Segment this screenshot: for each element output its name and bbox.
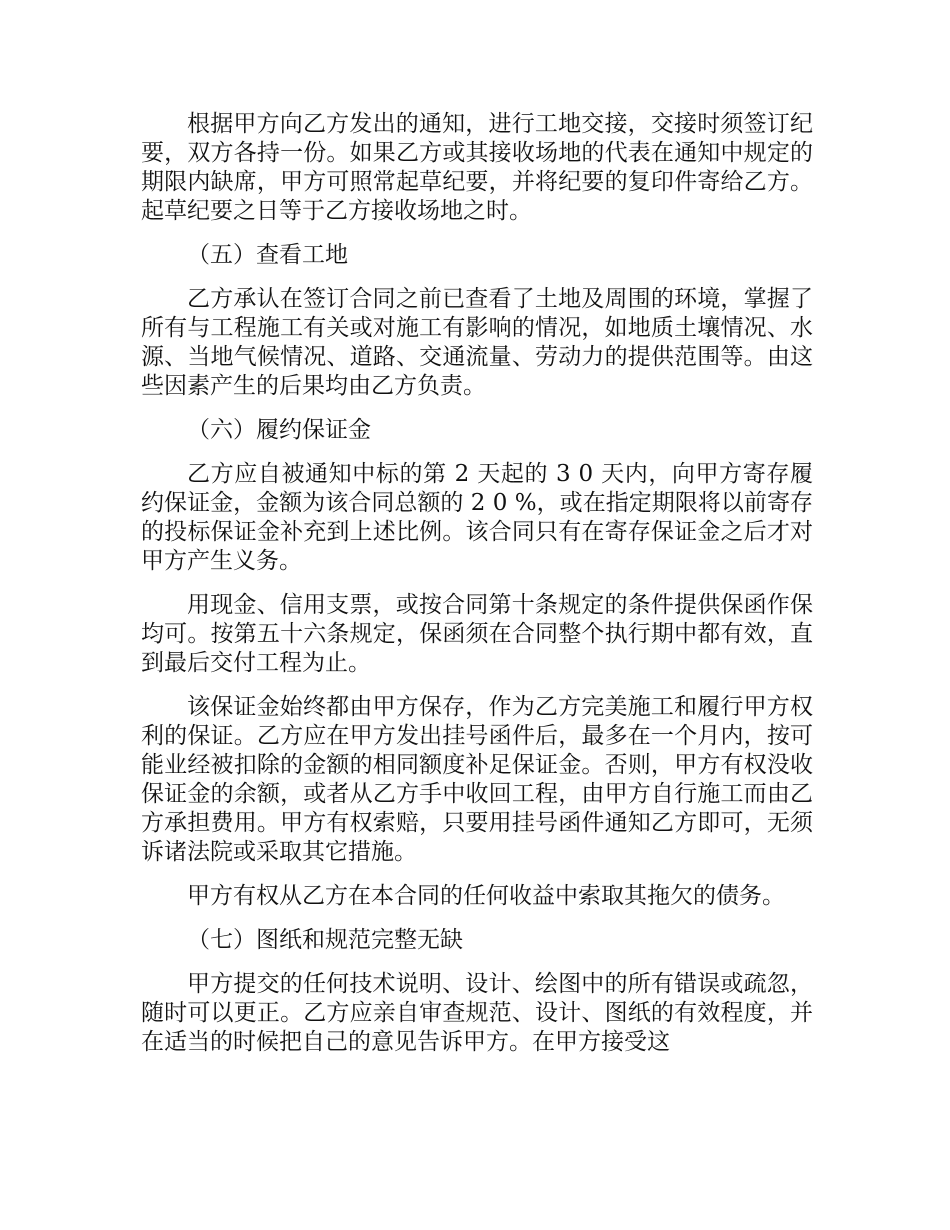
paragraph-bond-forms: 用现金、信用支票，或按合同第十条规定的条件提供保函作保均可。按第五十六条规定，保函须在合同整个执行期中都有效，直到最后交付工程为止。 bbox=[141, 592, 813, 676]
paragraph-site-inspection: 乙方承认在签订合同之前已查看了土地及周围的环境，掌握了所有与工程施工有关或对施工有影响的情况，如地质土壤情况、水源、当地气候情况、道路、交通流量、劳动力的提供范围等。由这些因素产生的后果均由乙方负责。 bbox=[141, 286, 813, 399]
paragraph-drawings-corrections: 甲方提交的任何技术说明、设计、绘图中的所有错误或疏忽，随时可以更正。乙方应亲自审查规范、设计、图纸的有效程度，并在适当的时候把自己的意见告诉甲方。在甲方接受这 bbox=[141, 971, 813, 1055]
section-heading-drawings: （七）图纸和规范完整无缺 bbox=[187, 927, 463, 953]
paragraph-site-handover: 根据甲方向乙方发出的通知，进行工地交接，交接时须签订纪要，双方各持一份。如果乙方或其接收场地的代表在通知中规定的期限内缺席，甲方可照常起草纪要，并将纪要的复印件寄给乙方。起草纪要之日等于乙方接收场地之时。 bbox=[141, 111, 813, 224]
paragraph-debt-recovery: 甲方有权从乙方在本合同的任何收益中索取其拖欠的债务。 bbox=[187, 883, 785, 909]
paragraph-bond-deposit: 乙方应自被通知中标的第 2 天起的 3 0 天内，向甲方寄存履约保证金，金额为该合同总额的 2 0 %，或在指定期限将以前寄存的投标保证金补充到上述比例。该合同只有在寄存保证金之后才对甲方产生义务。 bbox=[141, 461, 813, 574]
section-heading-site-inspection: （五）查看工地 bbox=[187, 242, 348, 268]
paragraph-bond-custody: 该保证金始终都由甲方保存，作为乙方完美施工和履行甲方权利的保证。乙方应在甲方发出挂号函件后，最多在一个月内，按可能业经被扣除的金额的相同额度补足保证金。否则，甲方有权没收保证金的余额，或者从乙方手中收回工程，由甲方自行施工而由乙方承担费用。甲方有权索赔，只要用挂号函件通知乙方即可，无须诉诸法院或采取其它措施。 bbox=[141, 694, 813, 865]
document-body bbox=[141, 110, 813, 1072]
section-heading-performance-bond: （六）履约保证金 bbox=[187, 417, 371, 443]
